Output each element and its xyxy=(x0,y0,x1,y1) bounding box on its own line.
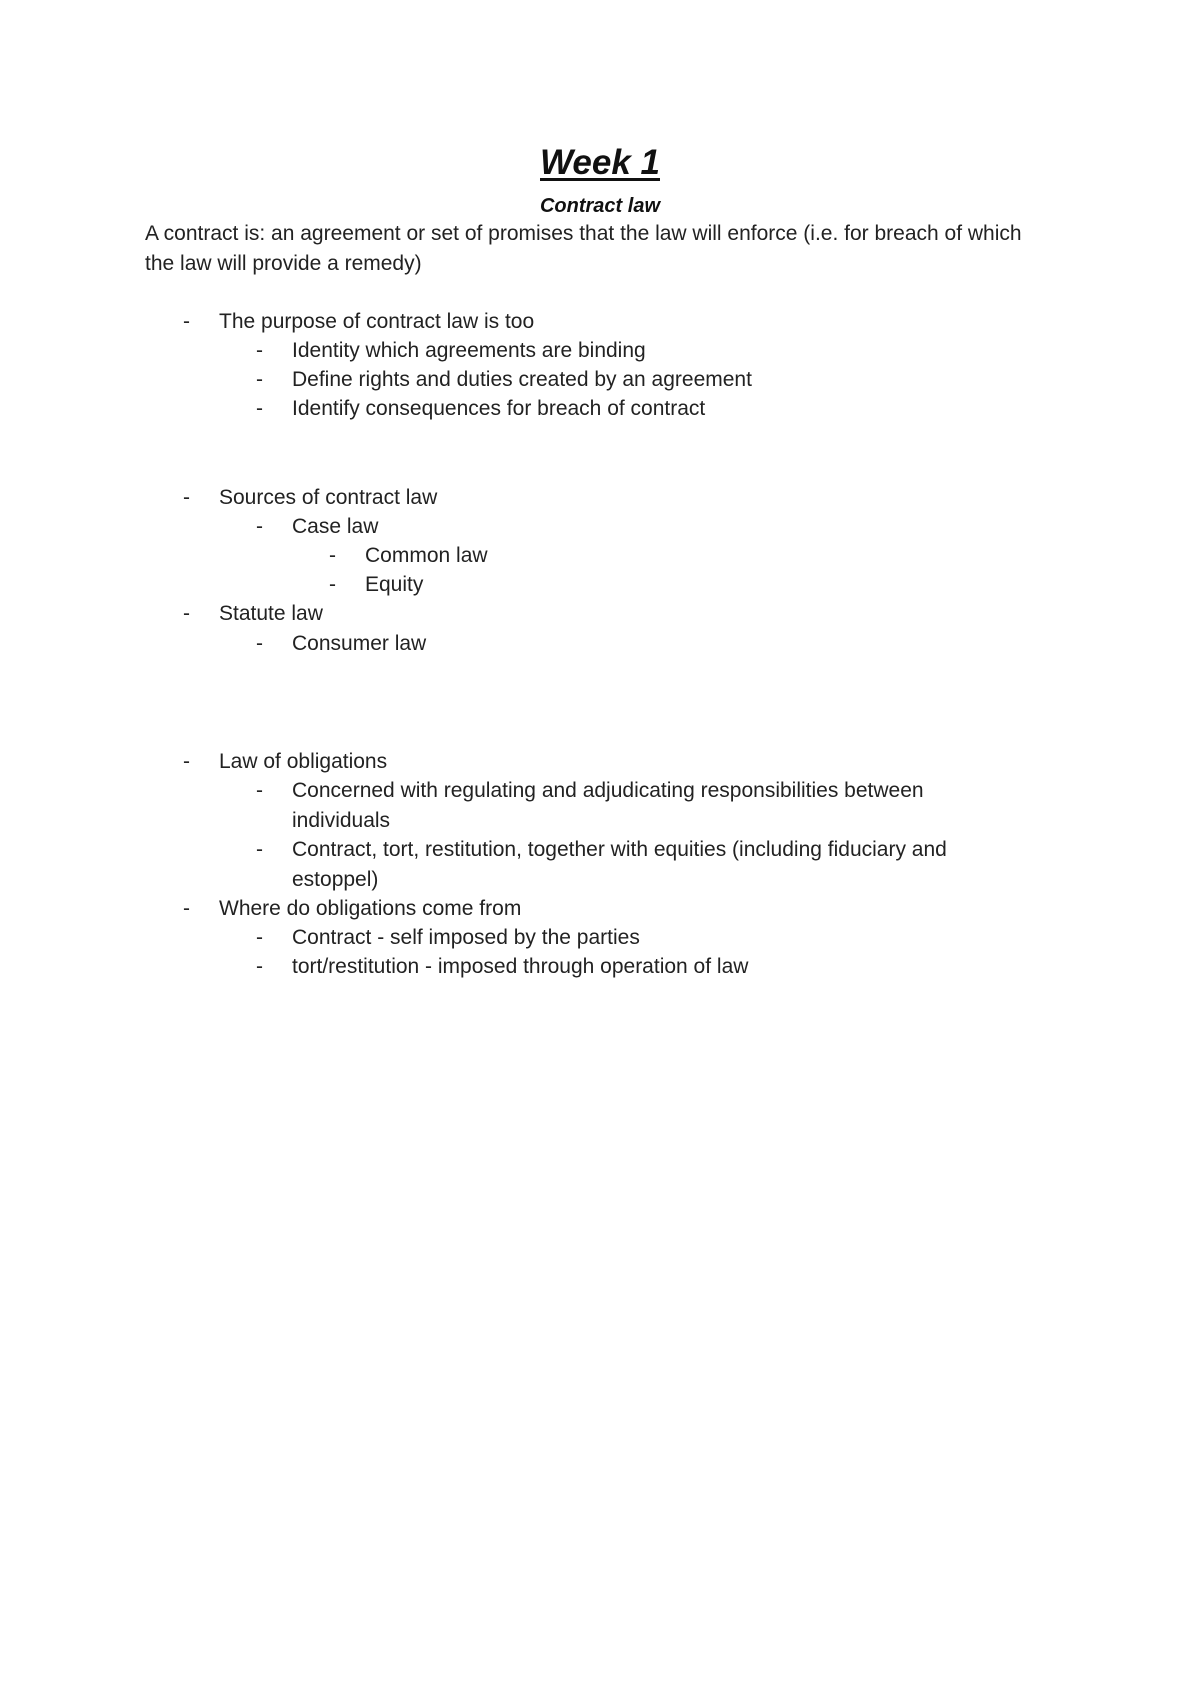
bullet-dash: - xyxy=(256,515,263,538)
list-item-text: Sources of contract law xyxy=(219,486,438,509)
bullet-dash: - xyxy=(256,397,263,420)
list-item-text: Identity which agreements are binding xyxy=(292,339,646,362)
page-title: Week 1 xyxy=(540,143,660,182)
bullet-dash: - xyxy=(329,573,336,596)
bullet-dash: - xyxy=(256,368,263,391)
bullet-dash: - xyxy=(256,632,263,655)
list-item-text: Contract - self imposed by the parties xyxy=(292,926,640,949)
list-item-text: Contract, tort, restitution, together with equities (including fiduciary and estoppel) xyxy=(292,838,947,891)
bullet-dash: - xyxy=(256,339,263,362)
list-item-text: Define rights and duties created by an agreement xyxy=(292,368,752,391)
list-item-text: The purpose of contract law is too xyxy=(219,310,535,333)
bullet-dash: - xyxy=(183,897,190,920)
list-item-text: Statute law xyxy=(219,602,323,625)
page-subtitle: Contract law xyxy=(539,195,661,217)
bullet-dash: - xyxy=(256,779,263,802)
bullet-dash: - xyxy=(183,750,190,773)
list-item-text: tort/restitution - imposed through operation of law xyxy=(292,955,749,978)
bullet-dash: - xyxy=(183,486,190,509)
list-item-text: Law of obligations xyxy=(219,750,388,773)
bullet-dash: - xyxy=(256,926,263,949)
intro-paragraph: A contract is: an agreement or set of promises that the law will enforce (i.e. for breach of which the law will provide a remedy) xyxy=(145,222,1022,275)
bullet-dash: - xyxy=(183,602,190,625)
list-item-text: Case law xyxy=(292,515,379,538)
list-item-text: Identify consequences for breach of contract xyxy=(292,397,706,420)
list-item-text: Consumer law xyxy=(292,632,427,655)
bullet-dash: - xyxy=(329,544,336,567)
bullet-dash: - xyxy=(183,310,190,333)
list-item-text: Where do obligations come from xyxy=(219,897,522,920)
bullet-dash: - xyxy=(256,955,263,978)
bullet-dash: - xyxy=(256,838,263,861)
list-item-text: Concerned with regulating and adjudicating responsibilities between individuals xyxy=(292,779,924,832)
list-item-text: Common law xyxy=(365,544,488,567)
list-item-text: Equity xyxy=(365,573,424,596)
